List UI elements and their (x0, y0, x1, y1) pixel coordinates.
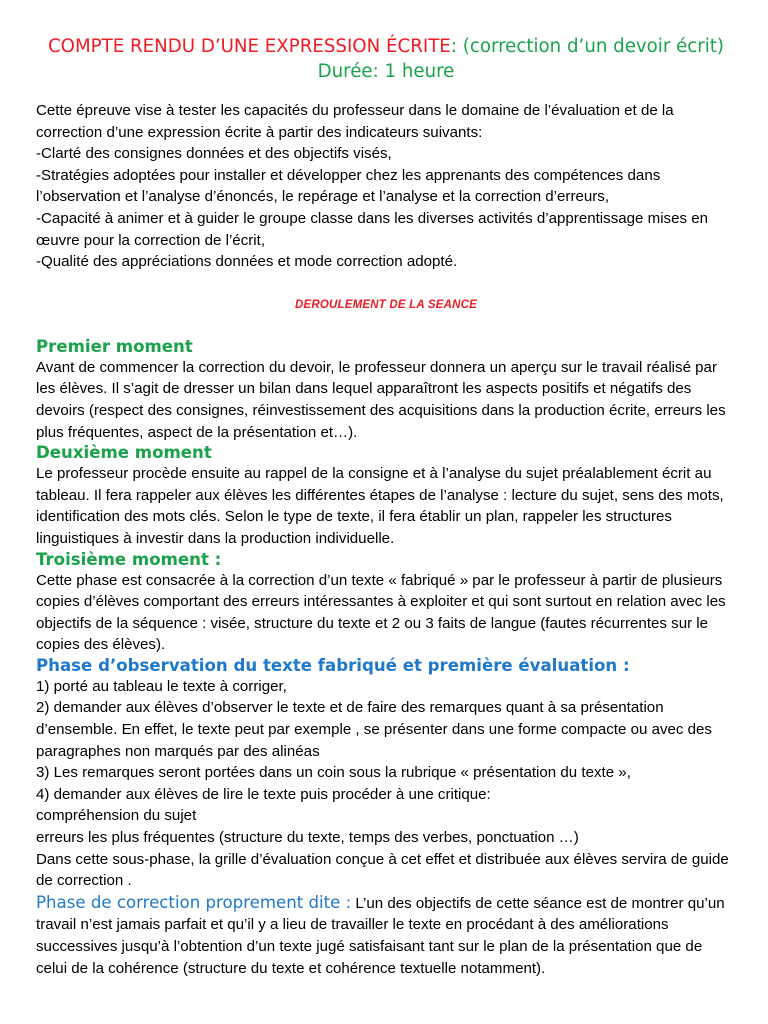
observation-step: 2) demander aux élèves d’observer le texte et de faire des remarques quant à sa présentation d’ensemble. En effet, le texte peut par exemple , se présenter dans une forme compacte ou avec des paragraphes non marqués par des alinéas (36, 699, 712, 760)
intro-section (36, 100, 736, 273)
observation-phase-heading: Phase d’observation du texte fabriqué et première évaluation : (36, 655, 630, 675)
moment-1-heading: Premier moment (36, 336, 193, 356)
correction-phase-heading: Phase de correction proprement dite : (36, 892, 352, 912)
moment-3-heading: Troisième moment : (36, 549, 222, 569)
deroulement-heading: DEROULEMENT DE LA SEANCE (295, 298, 477, 311)
observation-phase-section (36, 656, 736, 892)
observation-step: 3) Les remarques seront portées dans un coin sous la rubrique « présentation du texte », (36, 764, 631, 782)
indicator-item: -Capacité à animer et à guider le groupe classe dans les diverses activités d’apprentissage mises en œuvre pour la correction de l’écrit, (36, 209, 709, 249)
correction-phase-text: L’un des objectifs de cette séance est de montrer qu’un travail n’est jamais parfait et qu’il y a lieu de travailler le texte en procédant à des améliorations successives jusqu’à l’obtention d’un texte jugé satisfaisant tant sur le plan de la présentation que de celui de la cohérence (structure du texte et cohérence textuelle notamment). (36, 894, 725, 977)
moment-2-heading: Deuxième moment (36, 443, 212, 463)
critique-item: erreurs les plus fréquentes (structure du texte, temps des verbes, ponctuation …) (36, 829, 579, 847)
moment-3-section (36, 550, 736, 656)
title-subtitle: : (correction d’un devoir écrit) Durée: 1 heure (317, 36, 725, 82)
intro-paragraph: Cette épreuve vise à tester les capacités du professeur dans le domaine de l’évaluation et de la correction d’une expression écrite à partir des indicateurs suivants: (36, 102, 674, 141)
moment-2-text: Le professeur procède ensuite au rappel de la consigne et à l’analyse du sujet préalablement écrit au tableau. Il fera rappeler aux élèves les différentes étapes de l’analyse : lecture du sujet, sens des mots, identification des mots clés. Selon le type de texte, il fera établir un plan, rappeler les structures linguistiques à investir dans la production individuelle. (36, 465, 724, 547)
correction-phase-section (36, 892, 736, 979)
indicator-item: -Stratégies adoptées pour installer et développer chez les apprenants des compétences dans l’observation et l’analyse d’énoncés, le repérage et l’analyse et la correction d’erreurs, (36, 166, 661, 206)
indicator-item: -Qualité des appréciations données et mode correction adopté. (36, 253, 458, 271)
critique-item: compréhension du sujet (36, 807, 197, 825)
correction-phase-paragraph (36, 892, 736, 979)
observation-step: 4) demander aux élèves de lire le texte puis procéder à une critique: (36, 785, 491, 803)
document-title (36, 34, 736, 84)
indicator-item: -Clarté des consignes données et des objectifs visés, (36, 145, 392, 163)
moment-1-text: Avant de commencer la correction du devoir, le professeur donnera un aperçu sur le travail réalisé par les élèves. Il s’agit de dresser un bilan dans lequel apparaîtront les aspects positifs et négatifs des devoirs (respect des consignes, réinvestissement des acquisitions dans la production écrite, erreurs les plus fréquentes, aspect de la présentation et…). (36, 358, 726, 441)
document-page (36, 34, 736, 979)
observation-note: Dans cette sous-phase, la grille d’évaluation conçue à cet effet et distribuée aux élèves servira de guide de correction . (36, 850, 729, 890)
observation-step: 1) porté au tableau le texte à corriger, (36, 677, 287, 695)
moment-1-section (36, 337, 736, 443)
moment-3-text: Cette phase est consacrée à la correction d’un texte « fabriqué » par le professeur à partir de plusieurs copies d’élèves comportant des erreurs intéressantes à exploiter et qui sont surtout en relation avec les objectifs de la séquence : visée, structure du texte et 2 ou 3 faits de langue (fautes récurrentes sur le copies des élèves). (36, 571, 726, 654)
moment-2-section (36, 443, 736, 549)
title-main: COMPTE RENDU D’UNE EXPRESSION ÉCRITE (47, 36, 451, 57)
